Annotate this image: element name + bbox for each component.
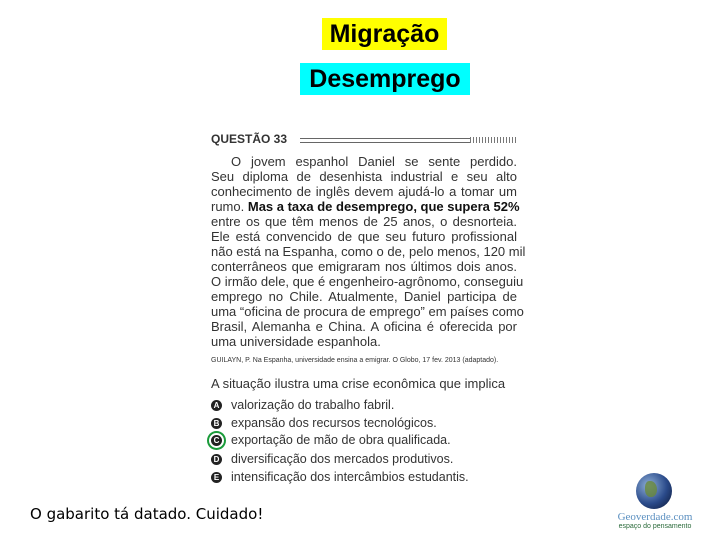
text-line: Brasil, Alemanha e China. A oficina é oferecida por [211,319,517,334]
globe-icon [636,473,672,509]
header-rule [300,138,470,143]
text-line: O irmão dele, que é engenheiro-agrônomo, conseguiu [211,274,524,289]
option-letter-icon: C [211,435,222,446]
option-letter-icon: D [211,454,222,465]
text-line: Ele está convencido de que seu futuro profissional [211,229,517,244]
option-text: valorização do trabalho fabril. [231,398,395,412]
option-d[interactable] [211,452,453,466]
option-text: intensificação dos intercâmbios estudantis. [231,470,469,484]
text-line: não está na Espanha, como o de, pelo menos, 120 mil [211,244,526,259]
option-text: expansão dos recursos tecnológicos. [231,416,437,430]
text-line: emprego no Chile. Atualmente, Daniel participa de [211,289,517,304]
option-e[interactable] [211,470,469,484]
option-c-correct[interactable] [211,433,451,447]
bold-text: Mas a taxa de desemprego, que supera 52% [247,199,520,214]
option-text: diversificação dos mercados produtivos. [231,452,454,466]
citation: GUILAYN, P. Na Espanha, universidade ensina a emigrar. O Globo, 17 fev. 2013 (adaptado). [211,357,499,364]
text-line: conterrâneos que emigraram nos últimos dois anos. [211,259,517,274]
text-line [211,199,520,214]
option-text: exportação de mão de obra qualificada. [231,433,451,447]
option-letter-icon: A [211,400,222,411]
header-rule-dotted [470,137,517,143]
migration-tag: Migração [322,18,447,50]
text-line: conhecimento de inglês devem ajudá-lo a tomar um [211,184,517,199]
text-line: entre os que têm menos de 25 anos, o desnorteia. [211,214,517,229]
text-line: uma “oficina de procura de emprego” em países como [211,304,524,319]
text-line: Seu diploma de desenhista industrial e seu alto [211,169,517,184]
unemployment-tag: Desemprego [300,63,470,95]
footer-note: O gabarito tá datado. Cuidado! [30,505,264,523]
logo-name: Geoverdade.com [617,511,693,523]
question-prompt: A situação ilustra uma crise econômica que implica [211,376,506,391]
option-letter-icon: E [211,472,222,483]
text-line: O jovem espanhol Daniel se sente perdido. [231,154,517,169]
option-b[interactable] [211,416,437,430]
question-header: QUESTÃO 33 [211,132,288,146]
text-fragment: rumo. [211,199,245,214]
text-line: uma universidade espanhola. [211,334,381,349]
option-a[interactable] [211,398,394,412]
option-letter-icon: B [211,418,222,429]
logo-tagline: espaço do pensamento [618,523,692,530]
